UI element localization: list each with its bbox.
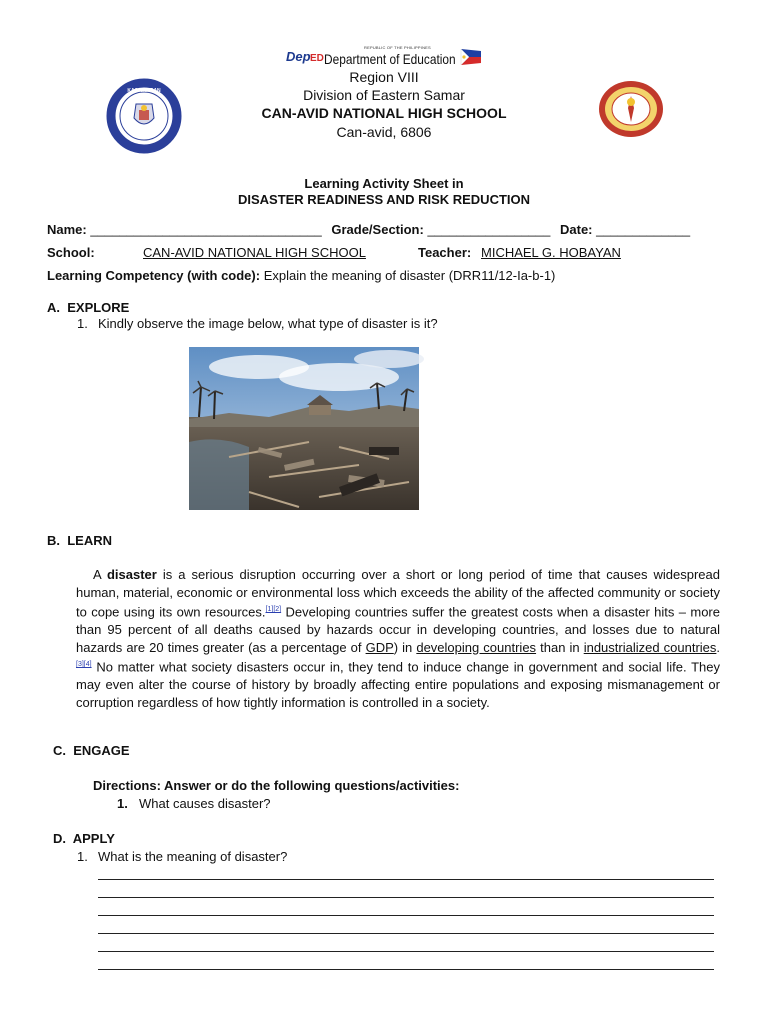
apply-item-number: 1.	[77, 849, 88, 864]
industrialized-countries-link[interactable]: industrialized countries	[583, 639, 717, 655]
apply-heading: D. APPLY	[53, 831, 115, 846]
engage-question: What causes disaster?	[139, 796, 271, 811]
competency-label: Learning Competency (with code):	[47, 268, 261, 283]
grade-blank[interactable]: _________________	[427, 222, 551, 237]
explore-question: Kindly observe the image below, what type of disaster is it?	[98, 316, 438, 331]
subject-title: DISASTER READINESS AND RISK REDUCTION	[237, 192, 531, 207]
learn-heading: B. LEARN	[47, 533, 112, 548]
answer-line[interactable]	[98, 933, 714, 934]
deped-seal-icon	[108, 80, 180, 152]
citation-link[interactable]: [1][2]	[265, 606, 282, 614]
activity-sheet-title: Learning Activity Sheet in	[304, 176, 464, 191]
school-value: CAN-AVID NATIONAL HIGH SCHOOL	[143, 245, 366, 260]
school-address: Can-avid, 6806	[336, 124, 432, 140]
svg-text:KAGAWARAN: KAGAWARAN	[127, 88, 161, 94]
citation-link[interactable]: [3][4]	[76, 661, 92, 669]
department-name: Department of Education	[324, 51, 456, 67]
deped-logo	[286, 46, 324, 68]
answer-line[interactable]	[98, 915, 714, 916]
learn-text-1: is a serious disruption occurring over a short or long period of time that causes widespread human, material, economic or environmental loss which exceeds the ability of the affected community or society to cope using its own resources.	[76, 567, 720, 620]
teacher-label: Teacher:	[418, 245, 472, 260]
school-label: School:	[47, 245, 95, 260]
answer-line[interactable]	[98, 879, 714, 880]
name-blank[interactable]: ________________________________	[90, 222, 322, 237]
date-blank[interactable]: _____________	[596, 222, 691, 237]
learn-term-disaster: disaster	[106, 567, 157, 582]
name-row	[47, 222, 690, 237]
developing-countries-link[interactable]: developing countries	[416, 639, 537, 655]
learn-text-5: .	[716, 639, 721, 655]
answer-line[interactable]	[98, 969, 714, 970]
learn-text-3: ) in	[393, 639, 417, 655]
republic-tag: REPUBLIC OF THE PHILIPPINES	[364, 45, 431, 50]
svg-text:ED: ED	[310, 53, 324, 64]
explore-heading: A. EXPLORE	[47, 300, 130, 315]
svg-text:Dep: Dep	[286, 49, 311, 64]
name-label: Name:	[47, 222, 87, 237]
gdp-link[interactable]: GDP	[365, 639, 394, 655]
learn-text-a: A	[93, 567, 107, 582]
teacher-value: MICHAEL G. HOBAYAN	[481, 245, 621, 260]
engage-heading: C. ENGAGE	[53, 743, 130, 758]
answer-line[interactable]	[98, 897, 714, 898]
region: Region VIII	[349, 69, 419, 85]
date-label: Date:	[560, 222, 593, 237]
learn-text-4: than in	[536, 639, 584, 655]
division: Division of Eastern Samar	[303, 87, 465, 103]
answer-line[interactable]	[98, 951, 714, 952]
school-seal-icon	[598, 80, 664, 138]
ph-flag-icon	[459, 47, 483, 67]
competency-row	[47, 268, 555, 283]
disaster-photo	[189, 347, 419, 510]
learn-paragraph	[76, 566, 720, 711]
explore-item-number: 1.	[77, 316, 88, 331]
apply-question: What is the meaning of disaster?	[98, 849, 288, 864]
learn-text-2: Developing countries suffer the greatest costs when a disaster hits – more than 95 percent of all deaths caused by hazards occur in developing countries, and losses due to natural hazards are 20 times greater (as a percentage of	[76, 604, 720, 655]
school-name: CAN-AVID NATIONAL HIGH SCHOOL	[261, 105, 507, 121]
engage-directions: Directions: Answer or do the following questions/activities:	[93, 778, 460, 793]
competency-value: Explain the meaning of disaster (DRR11/12-Ia-b-1)	[263, 268, 556, 283]
learn-text-6: No matter what society disasters occur in, they tend to induce change in government and social life. They may even alter the course of history by broadly affecting entire populations and exposing mismanagement or corruption regardless of how tightly information is controlled in a society.	[76, 659, 720, 710]
grade-label: Grade/Section:	[331, 222, 424, 237]
engage-item-number: 1.	[117, 796, 128, 811]
